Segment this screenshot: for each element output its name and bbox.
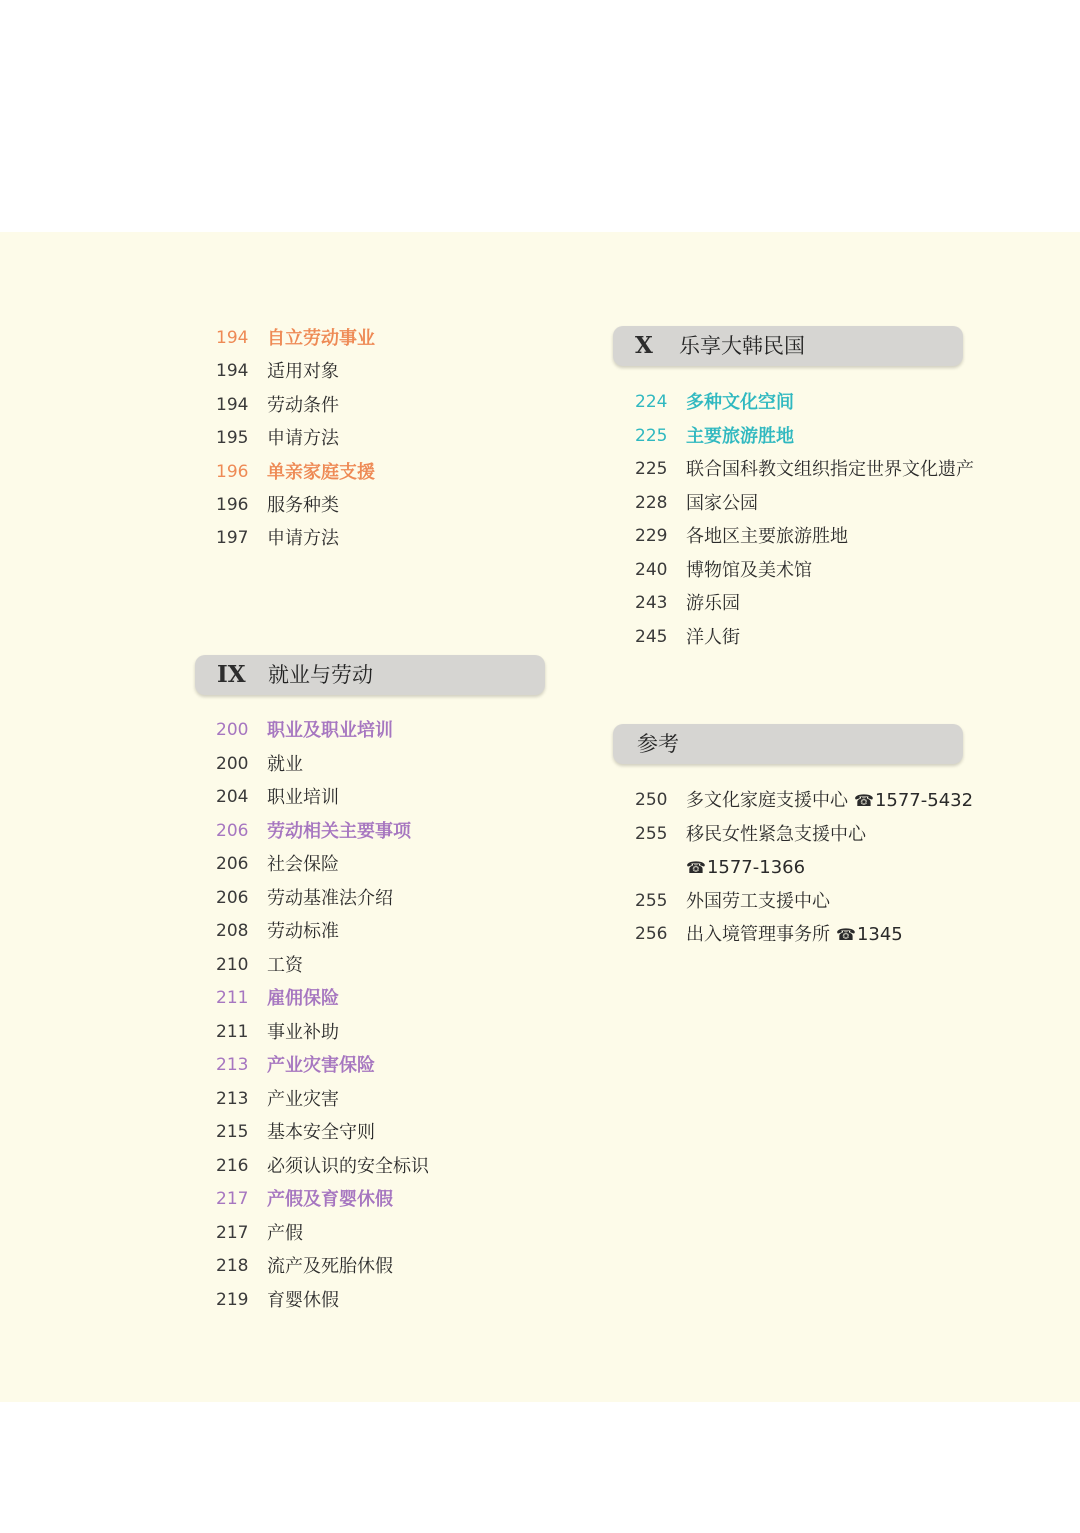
entry-title (267, 1250, 393, 1283)
entry-title (686, 851, 805, 884)
entry-label: 单亲家庭支援 (267, 461, 375, 483)
phone-icon: ☎ (854, 791, 874, 810)
entry-title (267, 1016, 339, 1049)
page-number: 208 (216, 921, 249, 941)
entry-title (267, 389, 339, 422)
entry-label: 基本安全守则 (267, 1122, 375, 1143)
entry-title (267, 422, 339, 455)
entry-title (267, 1217, 303, 1250)
page-number: 200 (216, 753, 249, 774)
entry-label: 外国劳工支援中心 (686, 890, 830, 912)
entry-label: 联合国科教文组织指定世界文化遗产 (686, 459, 974, 480)
entry-label: 服务种类 (267, 495, 339, 516)
page-number: 213 (216, 1055, 249, 1075)
page-number: 194 (216, 361, 249, 382)
page-number: 240 (635, 559, 668, 580)
page-number: 250 (635, 790, 668, 810)
entry-label: 劳动基准法介绍 (267, 887, 393, 909)
page-number: 204 (216, 787, 249, 807)
entry-label: 就业 (267, 753, 303, 775)
entry-label: 产业灾害 (267, 1088, 339, 1110)
entry-title (267, 355, 339, 388)
entry-label: 劳动条件 (267, 394, 339, 416)
page-number: 210 (216, 954, 249, 975)
section-header-reference (613, 724, 963, 764)
page-number: 200 (216, 720, 249, 740)
entry-label: 各地区主要旅游胜地 (686, 526, 848, 547)
entry-label: 育婴休假 (267, 1289, 339, 1311)
entry-title (267, 1284, 339, 1317)
page-number: 224 (635, 392, 668, 412)
page-number: 206 (216, 887, 249, 908)
entry-title (686, 784, 973, 817)
page-number: 217 (216, 1189, 249, 1209)
entry-label: 博物馆及美术馆 (686, 559, 812, 581)
entry-label: 职业培训 (267, 787, 339, 808)
entry-title (686, 818, 866, 851)
entry-label: 适用对象 (267, 361, 339, 383)
entry-title (686, 487, 758, 520)
entry-title (267, 781, 339, 814)
section-header-ix (195, 655, 545, 695)
content-panel (0, 232, 1080, 1402)
entry-label: 产业灾害保险 (267, 1055, 375, 1076)
entry-title (267, 815, 411, 848)
phone-number: 1577-1366 (706, 857, 806, 878)
entry-title (267, 1083, 339, 1116)
entry-label: 雇佣保险 (267, 988, 339, 1009)
entry-label: 事业补助 (267, 1021, 339, 1043)
phone-number: 1345 (856, 924, 903, 945)
entry-label: 工资 (267, 954, 303, 976)
entry-label: 必须认识的安全标识 (267, 1155, 429, 1177)
entry-label: 自立劳动事业 (267, 328, 375, 349)
page-number: 255 (635, 890, 668, 911)
entry-title (267, 915, 339, 948)
page-number: 219 (216, 1289, 249, 1310)
entry-label: 职业及职业培训 (267, 720, 393, 741)
entry-label: 社会保险 (267, 854, 339, 875)
entry-label: 产假 (267, 1222, 303, 1244)
page-number: 206 (216, 854, 249, 874)
entry-label: 洋人街 (686, 626, 740, 648)
entry-label: 出入境管理事务所 (686, 924, 830, 945)
page-number: 206 (216, 820, 249, 841)
entry-label: 申请方法 (267, 528, 339, 550)
entry-title (267, 748, 303, 781)
page-number: 216 (216, 1155, 249, 1176)
page-number: 243 (635, 593, 668, 613)
entry-label: 主要旅游胜地 (686, 425, 794, 447)
page-number: 196 (216, 461, 249, 482)
entry-title (686, 554, 812, 587)
entry-title (267, 322, 375, 355)
page-number: 211 (216, 1021, 249, 1042)
entry-title (267, 456, 375, 489)
page-number: 245 (635, 626, 668, 647)
entry-label: 劳动标准 (267, 921, 339, 942)
entry-title (686, 420, 794, 453)
section-header-x (613, 326, 963, 366)
entry-label: 国家公园 (686, 492, 758, 514)
phone-number: 1577-5432 (874, 790, 974, 811)
section-numeral: IX (217, 661, 246, 688)
entry-title (267, 714, 393, 747)
page-number: 194 (216, 328, 249, 348)
page-number: 194 (216, 394, 249, 415)
entry-title (686, 587, 740, 620)
entry-title (686, 621, 740, 654)
entry-label: 游乐园 (686, 593, 740, 614)
entry-title (267, 949, 303, 982)
entry-label: 劳动相关主要事项 (267, 820, 411, 842)
entry-title (267, 489, 339, 522)
phone-icon: ☎ (686, 858, 706, 877)
entry-label: 多文化家庭支援中心 (686, 790, 848, 811)
page-number: 229 (635, 526, 668, 546)
section-title: 参考 (637, 732, 679, 756)
entry-label: 移民女性紧急支援中心 (686, 823, 866, 845)
page-number: 197 (216, 528, 249, 549)
entry-title (267, 1183, 393, 1216)
page-number: 225 (635, 425, 668, 446)
entry-title (267, 522, 339, 555)
entry-title (267, 1150, 429, 1183)
section-title: 乐享大韩民国 (679, 334, 805, 358)
page-number: 225 (635, 459, 668, 479)
entry-label: 产假及育婴休假 (267, 1189, 393, 1210)
page-number: 218 (216, 1256, 249, 1276)
page-number: 217 (216, 1222, 249, 1243)
page-number: 213 (216, 1088, 249, 1109)
entry-title (686, 918, 903, 951)
entry-label: 多种文化空间 (686, 392, 794, 413)
section-title: 就业与劳动 (268, 663, 373, 687)
entry-title (267, 982, 339, 1015)
entry-label: 申请方法 (267, 428, 339, 450)
phone-icon: ☎ (836, 925, 856, 944)
page-number: 211 (216, 988, 249, 1008)
page-number: 196 (216, 495, 249, 515)
entry-title (267, 1116, 375, 1149)
page-number: 215 (216, 1122, 249, 1142)
page-number: 228 (635, 492, 668, 513)
entry-title (267, 882, 393, 915)
entry-title (686, 453, 974, 486)
section-numeral: X (635, 332, 653, 359)
entry-title (267, 1049, 375, 1082)
entry-title (686, 885, 830, 918)
page-number: 195 (216, 428, 249, 449)
entry-label: 流产及死胎休假 (267, 1256, 393, 1277)
entry-title (686, 520, 848, 553)
page-number: 255 (635, 823, 668, 844)
entry-title (686, 386, 794, 419)
entry-title (267, 848, 339, 881)
page-number: 256 (635, 924, 668, 944)
